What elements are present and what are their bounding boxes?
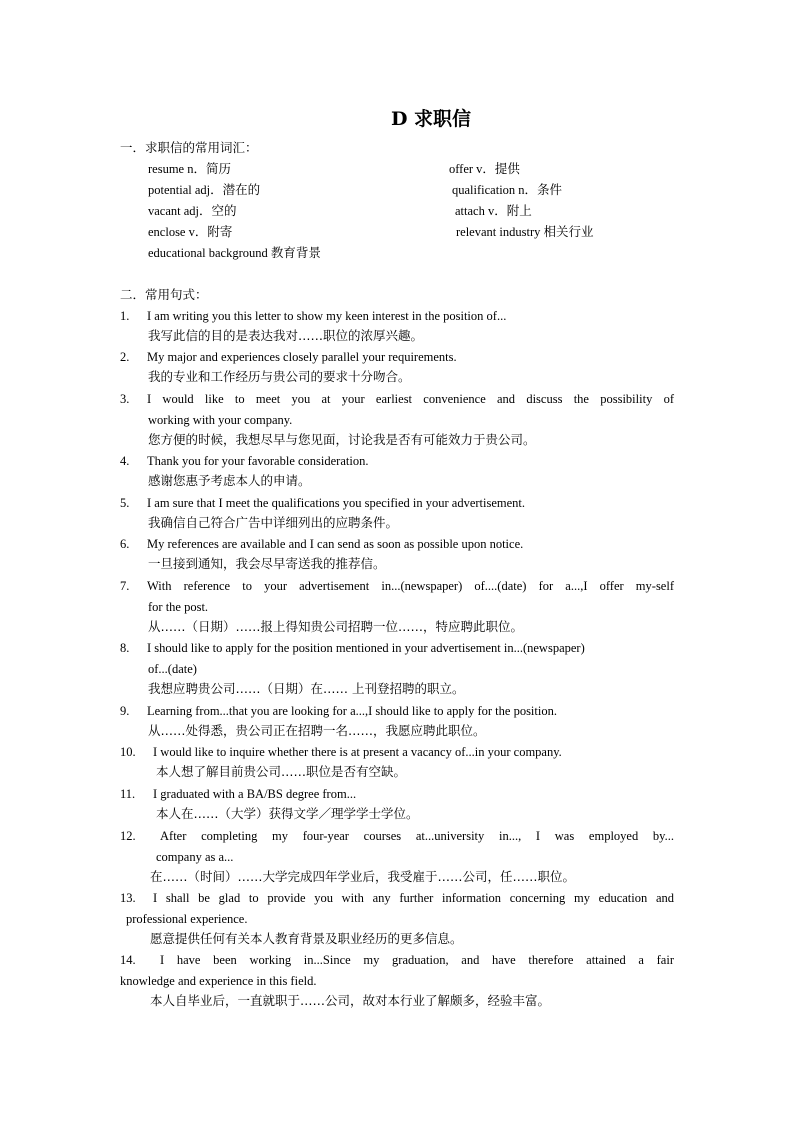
- sentence-13-en-2: professional experience.: [126, 912, 248, 926]
- sentence-11-en: 11. I graduated with a BA/BS degree from...: [120, 787, 357, 801]
- sentence-5-zh: 我确信自己符合广告中详细列出的应聘条件。: [148, 515, 399, 530]
- vocab-right-1: offer v．提供: [449, 162, 520, 176]
- sentence-8-en-2: of...(date): [148, 662, 197, 676]
- sentence-8-en-1: 8. I should like to apply for the position mentioned in your advertisement in...(newspaper): [120, 641, 585, 655]
- sentence-6-en: 6. My references are available and I can send as soon as possible upon notice.: [120, 537, 524, 551]
- sentence-3-zh: 您方便的时候，我想尽早与您见面，讨论我是否有可能效力于贵公司。: [148, 432, 536, 447]
- sentence-6-zh: 一旦接到通知，我会尽早寄送我的推荐信。: [148, 556, 386, 571]
- sentence-2-en: 2. My major and experiences closely parallel your requirements.: [120, 350, 457, 364]
- sentence-7-zh: 从……（日期）……报上得知贵公司招聘一位……，特应聘此职位。: [148, 619, 524, 634]
- sentence-8-zh: 我想应聘贵公司……（日期）在…… 上刊登招聘的职立。: [148, 681, 465, 696]
- sentence-7-en-2: for the post.: [148, 600, 209, 614]
- sentence-4-en: 4. Thank you for your favorable consideration.: [120, 454, 369, 468]
- sentence-12-en-1: 12. After completing my four-year courses at...university in..., I was employed by...: [120, 829, 674, 843]
- sentence-3-en-2: working with your company.: [148, 413, 293, 427]
- sentence-5-en: 5. I am sure that I meet the qualifications you specified in your advertisement.: [120, 496, 526, 510]
- vocab-right-3: attach v．附上: [455, 204, 532, 218]
- sentence-4-zh: 感谢您惠予考虑本人的申请。: [148, 473, 311, 488]
- sentence-12-zh: 在……（时间）……大学完成四年学业后，我受雇于……公司，任……职位。: [150, 869, 576, 884]
- sentence-2-zh: 我的专业和工作经历与贵公司的要求十分吻合。: [148, 369, 411, 384]
- sentence-14-zh: 本人自毕业后，一直就职于……公司，故对本行业了解颇多，经验丰富。: [150, 993, 551, 1008]
- vocab-left-4: enclose v．附寄: [148, 225, 233, 239]
- sentence-10-en: 10. I would like to inquire whether there is at present a vacancy of...in your company.: [120, 745, 562, 759]
- sentence-13-en-1: 13. I shall be glad to provide you with any further information concerning my education and: [120, 891, 674, 905]
- section1-heading: 一．求职信的常用词汇：: [120, 140, 258, 155]
- vocab-right-2: qualification n．条件: [452, 183, 563, 197]
- sentence-9-en: 9. Learning from...that you are looking for a...,I should like to apply for the position.: [120, 704, 557, 718]
- sentence-14-en-1: 14. I have been working in...Since my graduation, and have therefore attained a fair: [120, 953, 674, 967]
- sentence-12-en-2: company as a...: [156, 850, 234, 864]
- vocab-right-4: relevant industry 相关行业: [456, 225, 594, 239]
- sentence-1-en: 1. I am writing you this letter to show my keen interest in the position of...: [120, 309, 507, 323]
- vocab-left-1: resume n．简历: [148, 162, 231, 176]
- sentence-7-en-1: 7. With reference to your advertisement in...(newspaper) of....(date) for a...,I offer my-self: [120, 579, 674, 593]
- vocab-left-5: educational background 教育背景: [148, 246, 321, 260]
- sentence-10-zh: 本人想了解目前贵公司……职位是否有空缺。: [156, 764, 407, 779]
- document-title: D 求职信: [390, 108, 472, 130]
- vocab-left-3: vacant adj．空的: [148, 204, 237, 218]
- sentence-3-en-1: 3. I would like to meet you at your earliest convenience and discuss the possibility of: [120, 392, 674, 406]
- section2-heading: 二．常用句式：: [120, 287, 208, 302]
- sentence-11-zh: 本人在……（大学）获得文学／理学学士学位。: [156, 806, 419, 821]
- sentence-1-zh: 我写此信的目的是表达我对……职位的浓厚兴趣。: [148, 328, 424, 343]
- sentence-14-en-2: knowledge and experience in this field.: [120, 974, 317, 988]
- vocab-left-2: potential adj．潜在的: [148, 183, 261, 197]
- sentence-9-zh: 从……处得悉，贵公司正在招聘一名……，我愿应聘此职位。: [148, 723, 486, 738]
- sentence-13-zh: 愿意提供任何有关本人教育背景及职业经历的更多信息。: [150, 931, 463, 946]
